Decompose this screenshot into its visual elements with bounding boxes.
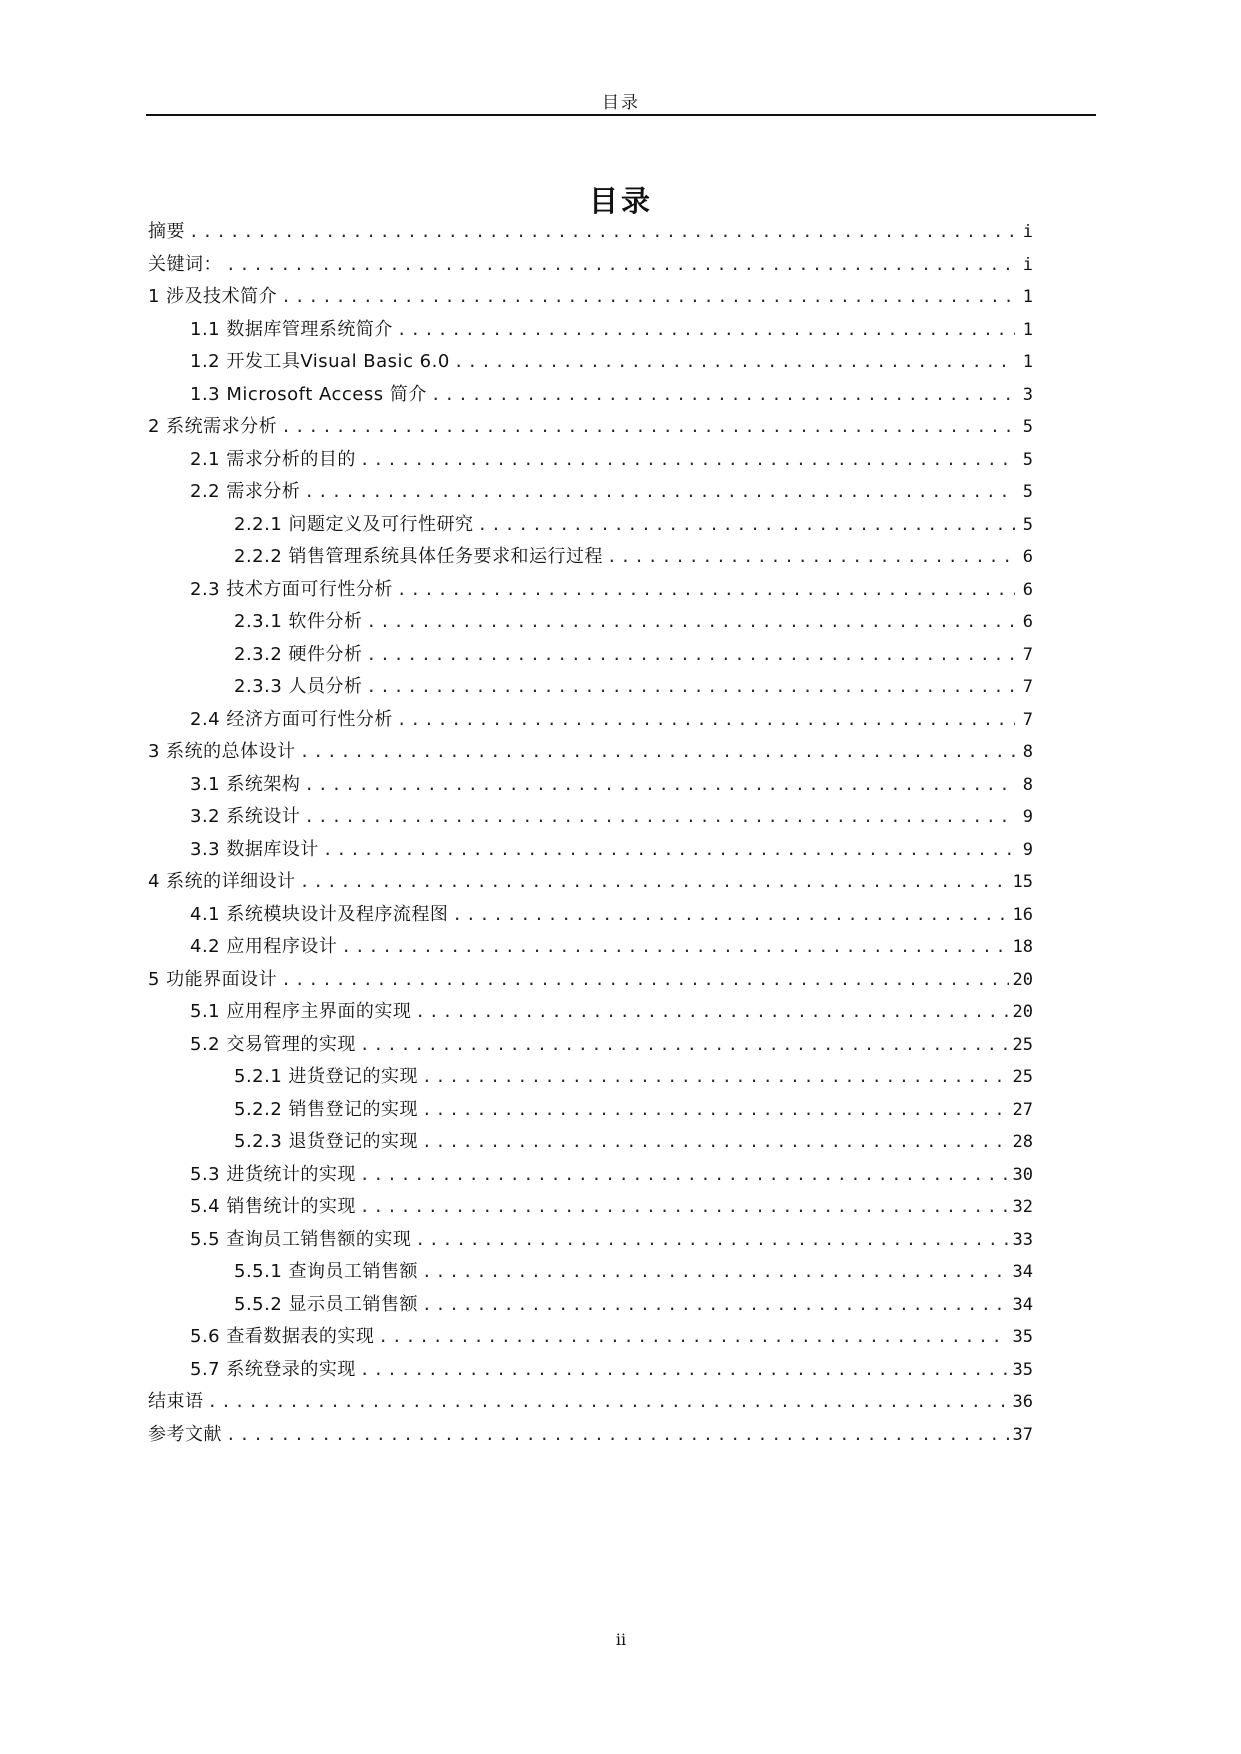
toc-dot-leader xyxy=(360,1191,1009,1224)
toc-entry-title: 5.2.1 进货登记的实现 xyxy=(234,1066,419,1087)
toc-entry[interactable] xyxy=(148,1321,1033,1354)
toc-entry-page: i xyxy=(1022,222,1033,242)
toc-entry-page: 6 xyxy=(1022,547,1033,567)
toc-entry-page: 7 xyxy=(1022,709,1033,730)
toc-entry[interactable] xyxy=(148,216,1033,249)
toc-entry-page: 33 xyxy=(1012,1229,1033,1250)
toc-entry[interactable] xyxy=(148,346,1033,379)
toc-dot-leader xyxy=(300,866,1009,899)
toc-dot-leader xyxy=(189,216,1015,249)
toc-dot-leader xyxy=(304,769,1015,802)
toc-dot-leader xyxy=(397,574,1015,607)
toc-entry-page: 30 xyxy=(1012,1164,1033,1185)
toc-entry[interactable] xyxy=(148,866,1033,899)
toc-dot-leader xyxy=(226,1419,1009,1452)
toc-entry-page: 5 xyxy=(1022,417,1033,437)
toc-entry-title: 1.3 Microsoft Access 简介 xyxy=(190,383,427,405)
toc-entry-page: 36 xyxy=(1012,1392,1033,1412)
toc-entry-title: 3 系统的总体设计 xyxy=(148,741,296,762)
toc-entry-page: 9 xyxy=(1022,807,1033,827)
toc-entry-page: 7 xyxy=(1022,644,1033,665)
toc-entry-title: 3.1 系统架构 xyxy=(190,773,301,795)
toc-dot-leader xyxy=(452,899,1008,932)
toc-entry-title: 3.2 系统设计 xyxy=(190,806,301,827)
toc-entry[interactable] xyxy=(148,1419,1033,1452)
toc-dot-leader xyxy=(478,509,1015,542)
toc-entry-title: 2.3 技术方面可行性分析 xyxy=(190,578,393,600)
toc-entry[interactable] xyxy=(148,314,1033,347)
toc-entry-title: 结束语 xyxy=(148,1391,204,1412)
toc-entry-title: 4.2 应用程序设计 xyxy=(190,936,338,957)
toc-entry[interactable] xyxy=(148,671,1033,704)
toc-entry-page: 8 xyxy=(1022,774,1033,795)
toc-entry[interactable] xyxy=(148,801,1033,834)
toc-entry[interactable] xyxy=(148,574,1033,607)
toc-dot-leader xyxy=(360,1354,1009,1387)
toc-entry-title: 摘要 xyxy=(148,221,185,242)
toc-entry[interactable] xyxy=(148,1061,1033,1094)
toc-entry[interactable] xyxy=(148,1289,1033,1322)
toc-entry[interactable] xyxy=(148,834,1033,867)
toc-entry[interactable] xyxy=(148,541,1033,574)
toc-entry[interactable] xyxy=(148,606,1033,639)
toc-entry-title: 4 系统的详细设计 xyxy=(148,871,296,892)
toc-entry-page: 5 xyxy=(1022,449,1033,470)
toc-entry-title: 2.3.3 人员分析 xyxy=(234,676,363,697)
toc-dot-leader xyxy=(208,1386,1009,1419)
toc-entry-page: 25 xyxy=(1012,1067,1033,1087)
toc-dot-leader xyxy=(281,411,1015,444)
toc-dot-leader xyxy=(281,281,1015,314)
toc-entry-title: 2 系统需求分析 xyxy=(148,416,278,437)
toc-entry[interactable] xyxy=(148,736,1033,769)
toc-entry[interactable] xyxy=(148,281,1033,314)
toc-entry-title: 5.2 交易管理的实现 xyxy=(190,1033,356,1055)
toc-dot-leader xyxy=(226,249,1015,282)
toc-entry-title: 5.5.2 显示员工销售额 xyxy=(234,1293,419,1315)
toc-entry-title: 参考文献 xyxy=(148,1423,222,1445)
toc-entry-title: 关键词： xyxy=(148,253,222,275)
toc-entry-page: 7 xyxy=(1022,677,1033,697)
toc-entry-title: 1.1 数据库管理系统简介 xyxy=(190,318,393,340)
toc-dot-leader xyxy=(367,606,1015,639)
toc-entry-title: 5.3 进货统计的实现 xyxy=(190,1163,356,1185)
toc-entry-title: 2.3.1 软件分析 xyxy=(234,611,363,632)
toc-dot-leader xyxy=(415,996,1008,1029)
page-number: ii xyxy=(615,1630,627,1649)
toc-dot-leader xyxy=(281,964,1008,997)
toc-entry-page: 3 xyxy=(1022,384,1033,405)
toc-entry-title: 5.2.3 退货登记的实现 xyxy=(234,1131,419,1152)
toc-entry[interactable] xyxy=(148,509,1033,542)
toc-dot-leader xyxy=(415,1224,1008,1257)
toc-entry[interactable] xyxy=(148,1256,1033,1289)
toc-dot-leader xyxy=(300,736,1015,769)
toc-entry-title: 5.6 查看数据表的实现 xyxy=(190,1326,375,1347)
toc-entry-page: 32 xyxy=(1012,1197,1033,1217)
toc-entry[interactable] xyxy=(148,996,1033,1029)
toc-dot-leader xyxy=(304,476,1015,509)
toc-entry[interactable] xyxy=(148,1386,1033,1419)
toc-entry[interactable] xyxy=(148,249,1033,282)
toc-title: 目录 xyxy=(588,184,653,219)
toc-entry[interactable] xyxy=(148,964,1033,997)
toc-entry-page: 16 xyxy=(1012,904,1033,925)
toc-entry-page: 6 xyxy=(1022,612,1033,632)
toc-entry-page: 9 xyxy=(1022,839,1033,860)
toc-entry-page: 6 xyxy=(1022,579,1033,600)
table-of-contents xyxy=(148,216,1033,1451)
toc-dot-leader xyxy=(422,1094,1008,1127)
toc-entry-page: 35 xyxy=(1012,1327,1033,1347)
toc-entry[interactable] xyxy=(148,931,1033,964)
toc-entry-page: 1 xyxy=(1022,352,1033,372)
toc-dot-leader xyxy=(360,1159,1009,1192)
toc-entry[interactable] xyxy=(148,476,1033,509)
toc-dot-leader xyxy=(323,834,1015,867)
toc-dot-leader xyxy=(397,314,1015,347)
toc-entry[interactable] xyxy=(148,1159,1033,1192)
toc-entry-page: 8 xyxy=(1022,742,1033,762)
toc-dot-leader xyxy=(367,639,1015,672)
toc-entry-title: 5.2.2 销售登记的实现 xyxy=(234,1098,419,1120)
toc-entry-title: 5 功能界面设计 xyxy=(148,968,278,990)
toc-entry-page: 35 xyxy=(1012,1359,1033,1380)
toc-dot-leader xyxy=(422,1256,1008,1289)
toc-entry-title: 2.1 需求分析的目的 xyxy=(190,448,356,470)
toc-entry-title: 4.1 系统模块设计及程序流程图 xyxy=(190,903,449,925)
toc-entry[interactable] xyxy=(148,1224,1033,1257)
toc-entry[interactable] xyxy=(148,769,1033,802)
toc-entry-title: 5.4 销售统计的实现 xyxy=(190,1196,356,1217)
toc-entry-title: 5.5.1 查询员工销售额 xyxy=(234,1261,419,1282)
toc-entry[interactable] xyxy=(148,444,1033,477)
header-rule xyxy=(146,114,1096,116)
toc-entry[interactable] xyxy=(148,1029,1033,1062)
toc-entry-page: 18 xyxy=(1012,937,1033,957)
toc-entry[interactable] xyxy=(148,1126,1033,1159)
toc-dot-leader xyxy=(431,379,1015,412)
toc-entry-page: 20 xyxy=(1012,1002,1033,1022)
toc-entry-page: 25 xyxy=(1012,1034,1033,1055)
toc-entry[interactable] xyxy=(148,899,1033,932)
toc-entry-title: 3.3 数据库设计 xyxy=(190,838,319,860)
toc-entry-page: 1 xyxy=(1022,287,1033,307)
toc-dot-leader xyxy=(422,1126,1008,1159)
toc-entry-page: 5 xyxy=(1022,482,1033,502)
toc-dot-leader xyxy=(422,1289,1008,1322)
toc-entry[interactable] xyxy=(148,639,1033,672)
toc-entry-page: 34 xyxy=(1012,1262,1033,1282)
toc-entry[interactable] xyxy=(148,379,1033,412)
toc-dot-leader xyxy=(360,1029,1009,1062)
toc-entry[interactable] xyxy=(148,1354,1033,1387)
toc-entry-title: 2.4 经济方面可行性分析 xyxy=(190,708,393,730)
running-header: 目录 xyxy=(602,93,640,113)
toc-entry-title: 5.7 系统登录的实现 xyxy=(190,1358,356,1380)
toc-dot-leader xyxy=(304,801,1015,834)
toc-entry-title: 2.2.1 问题定义及可行性研究 xyxy=(234,513,474,535)
toc-entry-page: 15 xyxy=(1012,872,1033,892)
toc-entry-title: 1.2 开发工具Visual Basic 6.0 xyxy=(190,351,450,372)
toc-entry-page: 28 xyxy=(1012,1132,1033,1152)
toc-dot-leader xyxy=(341,931,1008,964)
toc-entry-title: 2.2 需求分析 xyxy=(190,481,301,502)
toc-dot-leader xyxy=(360,444,1015,477)
toc-entry-title: 2.2.2 销售管理系统具体任务要求和运行过程 xyxy=(234,546,604,567)
toc-dot-leader xyxy=(422,1061,1008,1094)
toc-entry-title: 5.1 应用程序主界面的实现 xyxy=(190,1001,412,1022)
toc-entry[interactable] xyxy=(148,1191,1033,1224)
toc-entry-page: i xyxy=(1022,254,1033,275)
toc-dot-leader xyxy=(378,1321,1008,1354)
toc-dot-leader xyxy=(397,704,1015,737)
toc-entry-page: 27 xyxy=(1012,1099,1033,1120)
toc-entry-page: 34 xyxy=(1012,1294,1033,1315)
toc-entry-page: 1 xyxy=(1022,319,1033,340)
toc-entry[interactable] xyxy=(148,411,1033,444)
toc-entry[interactable] xyxy=(148,704,1033,737)
toc-entry-title: 5.5 查询员工销售额的实现 xyxy=(190,1228,412,1250)
toc-entry-page: 5 xyxy=(1022,514,1033,535)
toc-entry-title: 1 涉及技术简介 xyxy=(148,286,278,307)
toc-entry-title: 2.3.2 硬件分析 xyxy=(234,643,363,665)
toc-entry[interactable] xyxy=(148,1094,1033,1127)
toc-dot-leader xyxy=(367,671,1015,704)
toc-entry-page: 20 xyxy=(1012,969,1033,990)
toc-dot-leader xyxy=(454,346,1015,379)
toc-entry-page: 37 xyxy=(1012,1424,1033,1445)
toc-dot-leader xyxy=(607,541,1015,574)
